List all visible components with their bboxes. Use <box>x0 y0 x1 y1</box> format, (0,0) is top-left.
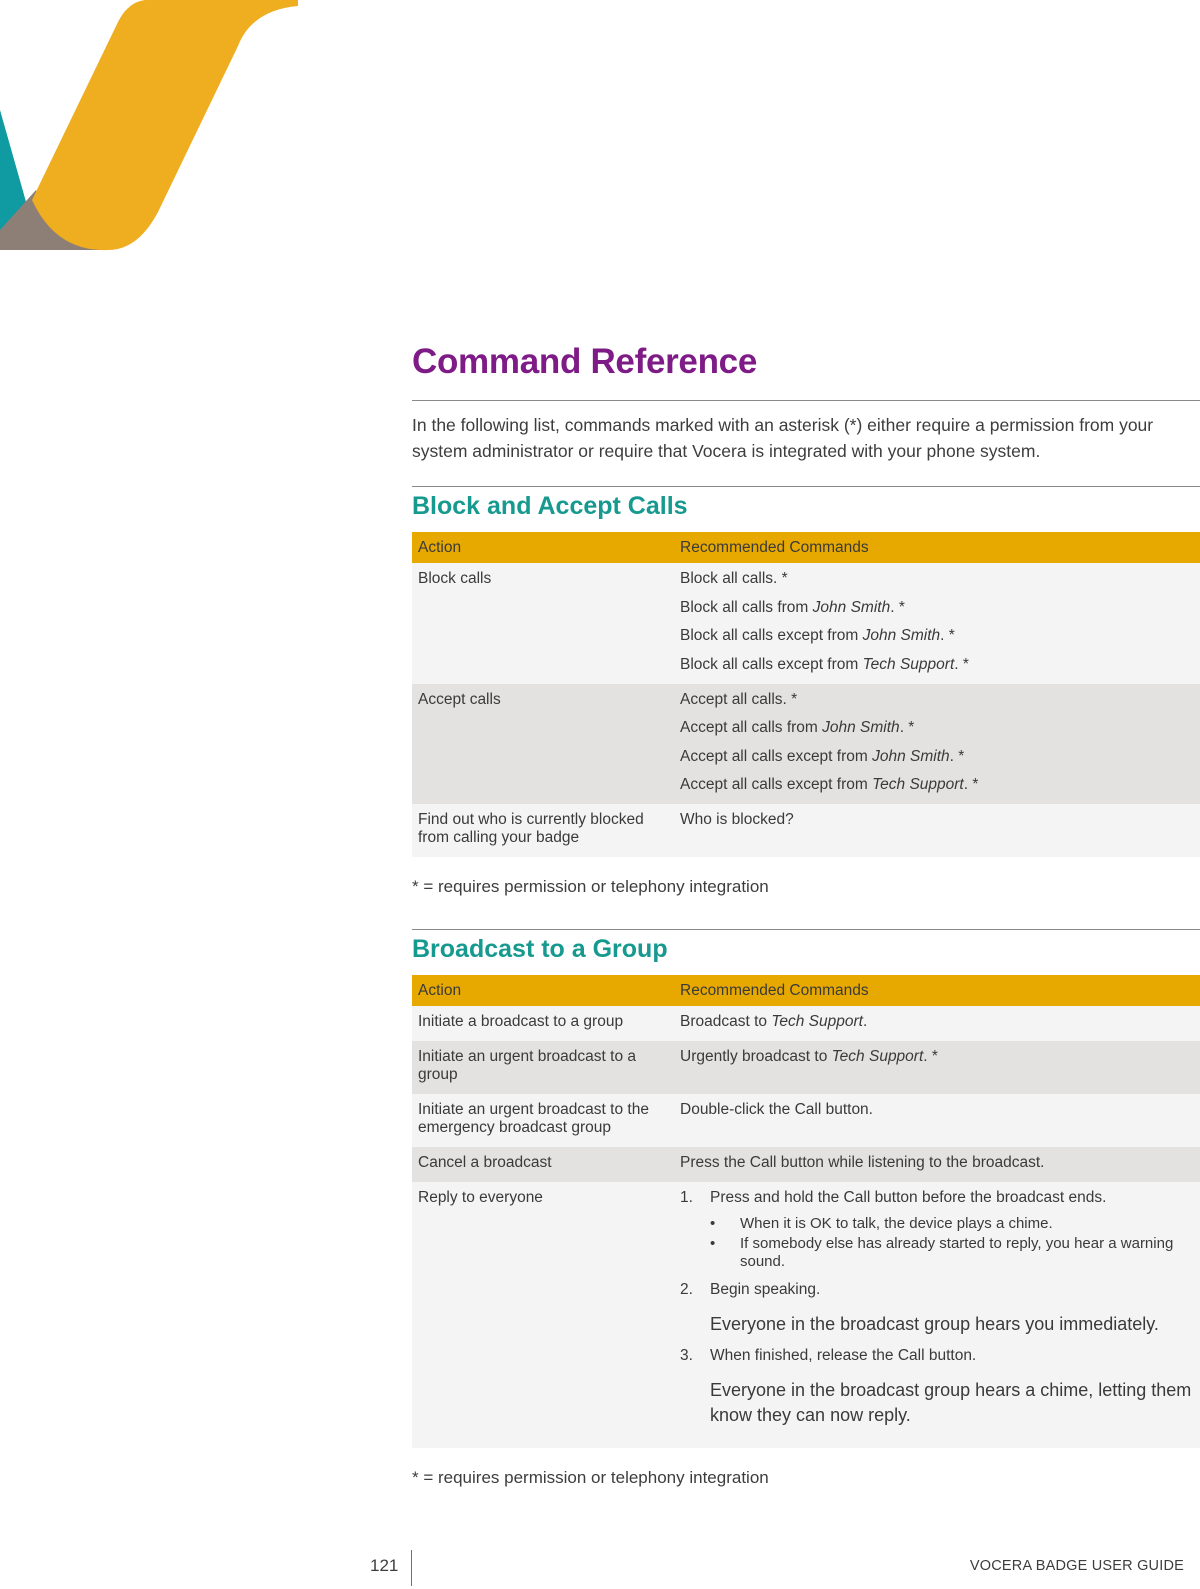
step-result: Everyone in the broadcast group hears you immediately. <box>710 1314 1159 1334</box>
table-row <box>412 804 1200 857</box>
table-header-row <box>412 975 1200 1006</box>
command-text: . <box>862 1013 868 1030</box>
command-text: Who is blocked? <box>680 811 794 828</box>
commands-cell <box>680 1006 1200 1041</box>
action-cell: Initiate an urgent broadcast to a group <box>412 1041 680 1094</box>
command-text: Accept all calls except from <box>680 776 873 793</box>
step-number: 1. <box>680 1189 693 1206</box>
step-item <box>680 1347 1194 1428</box>
bullet-list <box>710 1215 1194 1271</box>
command-text: Broadcast to <box>680 1013 772 1030</box>
command-text: Block all calls from <box>680 598 813 616</box>
command-line <box>680 811 1194 829</box>
command-line <box>680 599 1194 617</box>
step-text: Press and hold the Call button before the broadcast ends. <box>710 1189 1107 1206</box>
vocera-logo <box>0 0 300 255</box>
step-text: When finished, release the Call button. <box>710 1347 977 1364</box>
table-row <box>412 1182 1200 1448</box>
commands-cell <box>680 1182 1200 1448</box>
footnote: * = requires permission or telephony integration <box>412 877 769 896</box>
command-line <box>680 691 1194 709</box>
command-placeholder: John Smith <box>822 719 900 736</box>
bullet-text: If somebody else has already started to reply, you hear a warning sound. <box>740 1235 1174 1270</box>
commands-cell <box>680 563 1200 684</box>
bullet-icon: • <box>710 1215 716 1232</box>
main-content <box>412 338 1200 1520</box>
command-text: . * <box>899 719 915 736</box>
step-result: Everyone in the broadcast group hears a chime, letting them know they can now reply. <box>710 1380 1192 1425</box>
step-text: Begin speaking. <box>710 1281 821 1298</box>
commands-cell <box>680 684 1200 805</box>
bullet-item <box>710 1215 1194 1233</box>
bullet-item <box>710 1235 1194 1271</box>
command-text: . * <box>954 655 969 673</box>
command-line <box>680 1154 1194 1172</box>
command-line <box>680 627 1194 645</box>
bullet-icon: • <box>710 1235 716 1252</box>
command-text: . * <box>940 627 955 644</box>
commands-cell <box>680 1094 1200 1147</box>
command-text: . * <box>890 598 905 616</box>
command-text: Accept all calls except from <box>680 747 873 765</box>
command-line <box>680 776 1194 794</box>
action-cell: Initiate an urgent broadcast to the emergency broadcast group <box>412 1094 680 1147</box>
action-cell: Initiate a broadcast to a group <box>412 1006 680 1041</box>
commands-cell <box>680 804 1200 857</box>
table-row <box>412 1094 1200 1147</box>
table-row <box>412 1041 1200 1094</box>
footnote: * = requires permission or telephony integration <box>412 1468 769 1487</box>
column-header-commands: Recommended Commands <box>680 975 1200 1006</box>
command-table <box>412 532 1200 857</box>
commands-cell <box>680 1041 1200 1094</box>
action-cell: Accept calls <box>412 684 680 805</box>
command-line <box>680 1013 1194 1031</box>
column-header-action: Action <box>412 532 680 563</box>
table-row <box>412 563 1200 684</box>
sections <box>412 486 1200 1488</box>
command-placeholder: John Smith <box>872 747 950 765</box>
command-placeholder: Tech Support <box>862 655 955 673</box>
command-text: . * <box>923 1048 938 1065</box>
command-placeholder: John Smith <box>862 627 941 644</box>
command-text: . * <box>963 776 979 793</box>
title-rule <box>412 400 1200 401</box>
step-item <box>680 1281 1194 1337</box>
command-text: Block all calls except from <box>680 655 863 673</box>
step-item <box>680 1189 1194 1271</box>
section-title: Block and Accept Calls <box>412 492 688 520</box>
command-line <box>680 748 1194 766</box>
page-title: Command Reference <box>412 342 758 381</box>
command-line <box>680 570 1194 588</box>
command-placeholder: Tech Support <box>771 1013 863 1030</box>
command-placeholder: Tech Support <box>831 1048 924 1065</box>
table-row <box>412 1147 1200 1182</box>
intro-paragraph: In the following list, commands marked with an asterisk (*) either require a permission from your system administrator or require that Vocera is integrated with your phone system. <box>412 415 1154 461</box>
command-line <box>680 1101 1194 1119</box>
step-number: 2. <box>680 1281 693 1298</box>
column-header-commands: Recommended Commands <box>680 532 1200 563</box>
column-header-action: Action <box>412 975 680 1006</box>
action-cell: Block calls <box>412 563 680 684</box>
command-text: Urgently broadcast to <box>680 1048 832 1065</box>
table-row <box>412 684 1200 805</box>
bullet-text: When it is OK to talk, the device plays a chime. <box>740 1215 1053 1232</box>
command-line <box>680 656 1194 674</box>
command-text: Accept all calls. * <box>680 690 798 708</box>
command-text: Accept all calls from <box>680 719 823 736</box>
commands-cell <box>680 1147 1200 1182</box>
document-title: VOCERA BADGE USER GUIDE <box>969 1558 1184 1574</box>
action-cell: Find out who is currently blocked from calling your badge <box>412 804 680 857</box>
page-footer <box>0 1556 1200 1589</box>
command-line <box>680 1048 1194 1066</box>
command-placeholder: Tech Support <box>872 776 964 793</box>
command-line <box>680 719 1194 737</box>
command-text: Press the Call button while listening to the broadcast. <box>680 1154 1045 1171</box>
action-cell: Cancel a broadcast <box>412 1147 680 1182</box>
command-table <box>412 975 1200 1448</box>
command-placeholder: John Smith <box>812 598 891 616</box>
table-header-row <box>412 532 1200 563</box>
footer-divider <box>411 1550 412 1586</box>
section-title: Broadcast to a Group <box>412 935 668 963</box>
page-number: 121 <box>370 1556 399 1575</box>
step-list <box>680 1189 1194 1428</box>
command-text: Block all calls. * <box>680 570 788 587</box>
command-text: . * <box>949 747 965 765</box>
action-cell: Reply to everyone <box>412 1182 680 1448</box>
command-text: Double-click the Call button. <box>680 1101 873 1118</box>
table-row <box>412 1006 1200 1041</box>
step-number: 3. <box>680 1347 693 1364</box>
command-text: Block all calls except from <box>680 627 863 644</box>
